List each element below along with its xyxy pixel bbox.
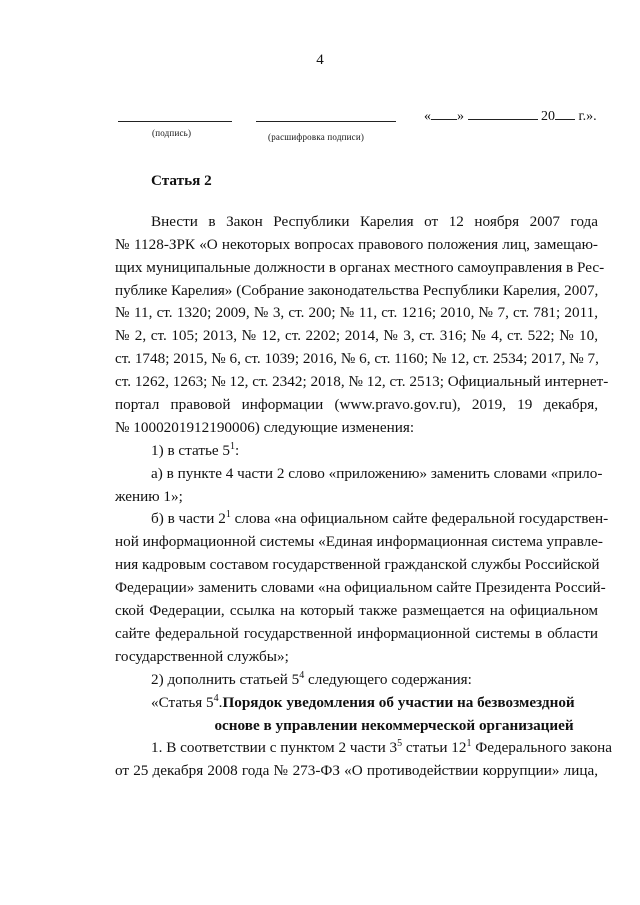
text-line: от 25 декабря 2008 года № 273-ФЗ «О противодействии коррупции» лица, xyxy=(115,762,598,780)
document-body xyxy=(115,170,613,783)
article-title-line: Порядок уведомления об участии на безвозмездной xyxy=(222,693,575,711)
date-day-blank xyxy=(431,108,457,120)
date-year-prefix: 20 xyxy=(541,109,555,124)
item-1b-pre: б) в части 2 xyxy=(151,510,226,528)
article-title-text xyxy=(214,692,575,738)
article-title-line: основе в управлении некоммерческой организацией xyxy=(214,716,574,734)
text-line: Внести в Закон Республики Карелия от 12 ноября 2007 года xyxy=(151,212,598,230)
signature-line xyxy=(118,121,232,122)
text-line: государственной службы»; xyxy=(115,647,289,665)
superscript: 4 xyxy=(299,669,305,681)
text-line: сайте федеральной государственной информационной системы в области xyxy=(115,624,598,642)
article-title xyxy=(151,692,598,738)
text-line: ст. 1262, 1263; № 12, ст. 2342; 2018, № 12, ст. 2513; Официальный интернет- xyxy=(115,373,609,391)
page-number: 4 xyxy=(316,52,324,68)
text-line: ской Федерации, ссылка на который также размещается на официальном xyxy=(115,602,598,620)
date-suffix: г.». xyxy=(575,109,597,124)
decoding-line xyxy=(256,121,396,122)
text-line: щих муниципальные должности в органах местного самоуправления в Рес- xyxy=(115,258,605,276)
text-line xyxy=(115,737,613,760)
superscript: 4 xyxy=(213,692,219,704)
clause-1-part: 1. В соответствии с пунктом 2 части 3 xyxy=(151,739,398,757)
date-month-blank xyxy=(468,108,538,120)
clause-1-part: Федерального закона xyxy=(471,739,613,757)
text-line xyxy=(115,508,609,531)
text-line: № 1000201912190006) следующие изменения: xyxy=(115,418,415,436)
article-heading: Статья 2 xyxy=(151,172,212,189)
text-line: а) в пункте 4 части 2 слово «приложению» заменить словами «прило- xyxy=(151,464,603,482)
text-line: № 1128-ЗРК «О некоторых вопросах правового положения лиц, замещаю- xyxy=(115,235,598,253)
item-2 xyxy=(115,669,598,692)
item-1 xyxy=(115,440,598,463)
signature-caption: (подпись) xyxy=(152,128,192,138)
clause-1-part: статьи 12 xyxy=(402,739,467,757)
article-dot: . xyxy=(218,693,223,711)
superscript: 5 xyxy=(397,738,403,750)
item-1b xyxy=(115,508,609,668)
text-line: Федерации» заменить словами «на официальном сайте Президента Россий- xyxy=(115,579,606,597)
superscript: 1 xyxy=(230,440,236,452)
text-line: № 2, ст. 105; 2013, № 12, ст. 2202; 2014, № 3, ст. 316; № 4, ст. 522; № 10, xyxy=(115,327,598,345)
text-line: № 11, ст. 1320; 2009, № 3, ст. 200; № 11, ст. 1216; 2010, № 7, ст. 781; 2011, xyxy=(115,304,598,322)
item-1-text: 1) в статье 5 xyxy=(151,441,231,459)
date-field xyxy=(424,108,597,125)
text-line: ния кадровым составом государственной гражданской службы Российской xyxy=(115,556,600,574)
clause-1 xyxy=(115,737,613,783)
superscript: 1 xyxy=(225,509,231,521)
text-line: портал правовой информации (www.pravo.gov.ru), 2019, 19 декабря, xyxy=(115,396,598,414)
date-quote-close: » xyxy=(457,109,464,124)
item-1-tail: : xyxy=(235,441,240,459)
text-line: ст. 1748; 2015, № 6, ст. 1039; 2016, № 6, ст. 1160; № 12, ст. 2534; 2017, № 7, xyxy=(115,350,599,368)
article-prefix xyxy=(151,692,222,738)
text-line: жению 1»; xyxy=(115,487,183,505)
superscript: 1 xyxy=(466,738,472,750)
item-1a xyxy=(115,463,603,509)
item-2-tail: следующего содержания: xyxy=(304,670,472,688)
decoding-caption: (расшифровка подписи) xyxy=(268,132,365,142)
date-quote-open: « xyxy=(424,109,431,124)
text-line: публике Карелия» (Собрание законодательства Республики Карелия, 2007, xyxy=(115,281,599,299)
article-label: «Статья 5 xyxy=(151,693,214,711)
date-year-blank xyxy=(555,108,575,120)
item-2-text: 2) дополнить статьей 5 xyxy=(151,670,300,688)
text-line: ной информационной системы «Единая информационная система управле- xyxy=(115,533,603,551)
item-1b-post: слова «на официальном сайте федеральной государствен- xyxy=(230,510,609,528)
intro-paragraph xyxy=(115,211,609,440)
